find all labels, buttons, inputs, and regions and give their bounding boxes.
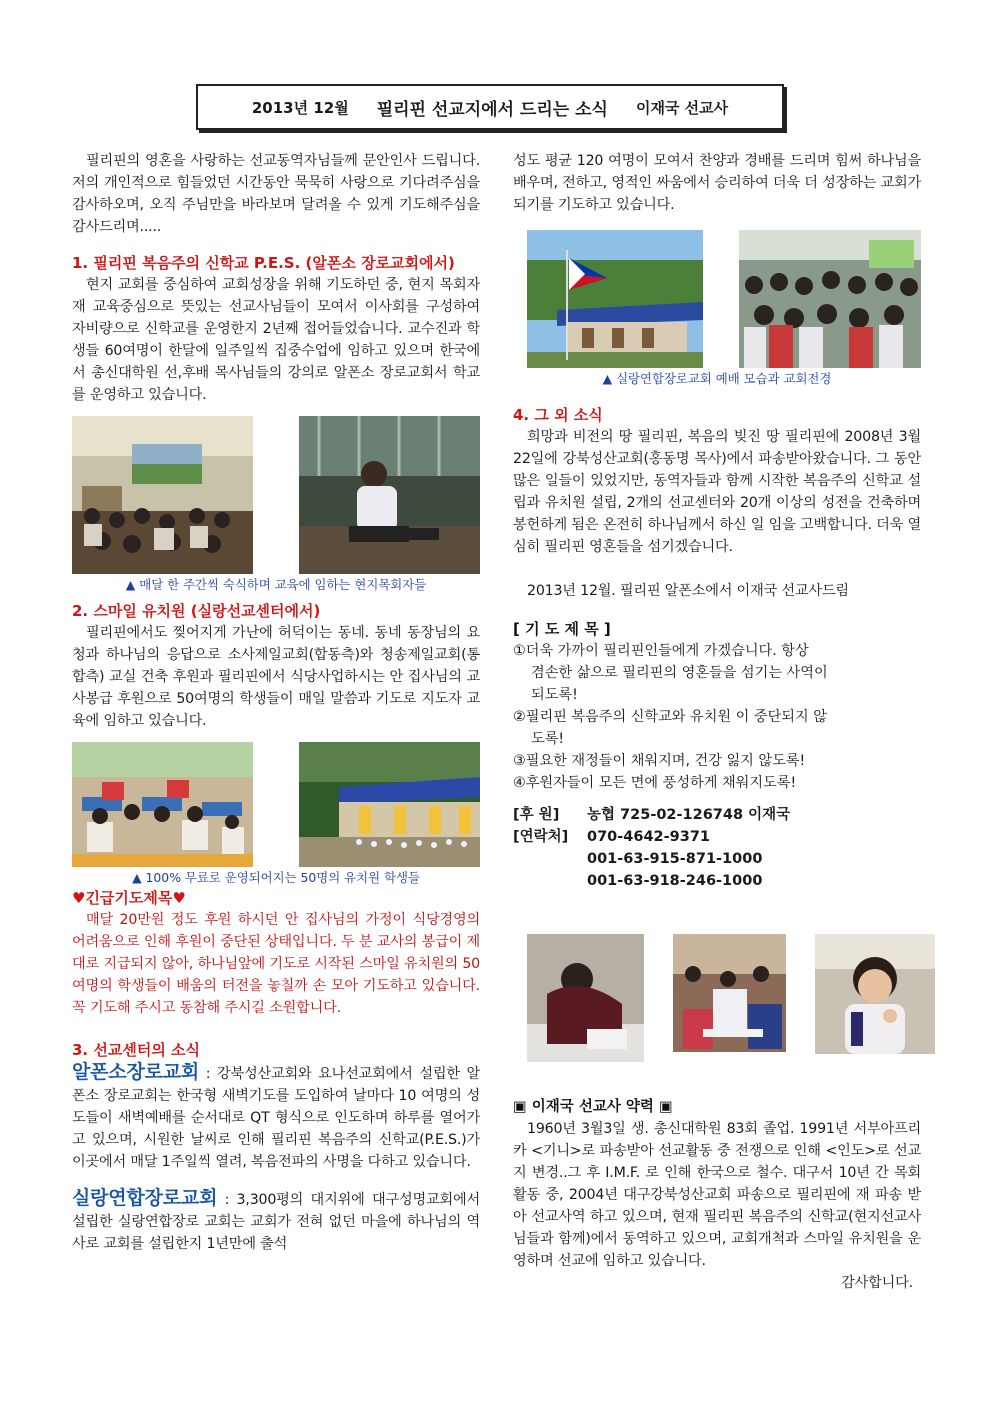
bio-title: ▣ 이재국 선교사 약력 ▣ [513,1099,673,1115]
prayer-item: ①더욱 가까이 필리핀인들에게 가겠습니다. 항상 겸손한 삶으로 필리핀의 영혼들을 섬기는 사역이 되도록! [513,643,828,703]
section1-body: 현지 교회를 중심하여 교회성장을 위해 기도하던 중, 현지 목회자 재 교육중심으로 뜻있는 선교사님들이 모여서 이사회를 구성하여 자비량으로 신학교를 운영한지 2년째 접어들었습니다. 교수진과 학생들 60여명이 한달에 일주일씩 집중수업에 임하고 있으며 한국에서 총신대학원 선,후배 목사님들의 강의로 알폰소 장로교회서 학교를 운영하고 있습니다. [72,277,480,403]
section3-title: 3. 선교센터의 소식 [72,1041,201,1059]
bottom-photos [527,934,935,1062]
prayer-item: ③필요한 재정들이 채워지며, 건강 잃지 않도록! [513,753,806,769]
church1-body: : 강북성산교회와 요나선교회에서 설립한 알폰소 장로교회는 한국형 새벽기도를 도입하여 날마다 10 여명의 성도들이 새벽예배를 순서대로 QT 형식으로 인도하며 하루를 열어가고 있으며, 시원한 날씨로 인해 필리핀 복음주의 신학교(P.E.S.)가 이곳에서 매달 1주일씩 열려, 복음전파의 사명을 다하고 있습니다. [72,1066,480,1170]
section3-caption: ▲ 실랑연합장로교회 예배 모습과 교회전경 [602,371,832,386]
child-photo [815,934,935,1054]
prayer-title: [ 기 도 제 목 ] [513,620,611,638]
church-exterior-photo [527,230,703,368]
prayer-list [513,640,921,794]
praying-man-photo [299,416,480,574]
urgent-title: ♥긴급기도제목♥ [72,889,186,907]
bio-body: 1960년 3월3일 생. 총신대학원 83회 졸업. 1991년 서부아프리카 <기니>로 파송받아 선교활동 중 전쟁으로 인해 <인도>로 선교지 변경..그 후 I.M.F. 로 인해 한국으로 철수. 대구서 10년 간 목회활동 중, 2004년 대구강북성산교회 파송으로 필리핀에 재 파송 받아 선교사역 하고 있으며, 현재 필리핀 복음주의 신학교(현지선교사님들과 함께)에서 동역하고 있으며, 교회개척과 스마일 유치원을 운영하며 선교에 임하고 있습니다. [513,1121,921,1269]
section2-photos [72,742,480,867]
church1-name: 알폰소장로교회 [72,1061,200,1083]
church2-continued: 성도 평균 120 여명이 모여서 찬양과 경배를 드리며 힘써 하나님을 배우며, 전하고, 영적인 싸움에서 승리하여 더욱 더 성장하는 교회가 되기를 기도하고 있습니다. [513,153,921,213]
intro-paragraph: 필리핀의 영혼을 사랑하는 선교동역자님들께 문안인사 드립니다. 저의 개인적으로 힘들었던 시간동안 묵묵히 사랑으로 기다려주심을 감사하오며, 오직 주님만을 바라보며 달려올 수 있게 기도해주심을 감사드리며..... [72,153,480,235]
bio-thanks: 감사합니다. [841,1275,913,1291]
urgent-body: 매달 20만원 정도 후원 하시던 안 집사님의 가정이 식당경영의 어려움으로 인해 후원이 중단된 상태입니다. 두 분 교사의 봉급이 제대로 지급되지 않아, 하나님앞에 기도로 시작된 스마일 유치원의 50 여명의 학생들이 배움의 터전을 놓칠까 손 모아 기도하고 있습니다. 꼭 기도해 주시고 동참해 주시길 소원합니다. [72,912,480,1016]
header-date: 2013년 12월 [251,98,349,117]
church2-paragraph [72,1187,480,1255]
prayer-item: ②필리핀 복음주의 신학교와 유치원 이 중단되지 않 도록! [513,709,827,747]
contact-block [513,804,921,892]
person-praying-photo [527,934,644,1062]
classroom-photo [72,416,253,574]
section1-title: 1. 필리핀 복음주의 신학교 P.E.S. (알폰소 장로교회에서) [72,254,455,272]
medical-service-photo [673,934,786,1052]
section2-title: 2. 스마일 유치원 (실랑선교센터에서) [72,602,321,620]
church1-paragraph [72,1061,480,1173]
church-worship-photo [739,230,921,368]
prayer-item: ④후원자들이 모든 면에 풍성하게 채워지도록! [513,775,797,791]
kindergarten-building-photo [299,742,480,867]
phone-2: 001-63-915-871-1000 [587,851,763,867]
right-column [513,150,921,1294]
church2-body: : 3,300평의 대지위에 대구성명교회에서 설립한 실랑연합장로 교회는 교회가 전혀 없던 마을에 하나님의 역사로 교회를 설립한지 1년만에 출석 [72,1192,480,1252]
left-column [72,150,480,1255]
section3-photos [513,230,921,368]
header-title: 필리핀 선교지에서 드리는 소식 [376,99,608,120]
header-box [196,84,784,130]
kindergarten-class-photo [72,742,253,867]
header-author: 이재국 선교사 [635,98,729,117]
section1-caption: ▲ 매달 한 주간씩 숙식하며 교육에 임하는 현지목회자들 [125,577,427,592]
section4-body: 희망과 비전의 땅 필리핀, 복음의 빚진 땅 필리핀에 2008년 3월 22일에 강북성산교회(홍동명 목사)에서 파송받아왔습니다. 그 동안 많은 일들이 있었지만, 동역자들과 함께 시작한 복음주의 신학교 설립과 유치원 설립, 2개의 선교센터와 20개 이상의 성전을 건축하며 봉헌하게 됨은 온전히 하나님께서 하신 일 임을 고백합니다. 더욱 열심히 필리핀 영혼들을 섬기겠습니다. [513,429,921,555]
phone-3: 001-63-918-246-1000 [587,873,763,889]
support-account: [후 원] 농협 725-02-126748 이재국 [513,807,791,823]
section1-photos [72,416,480,574]
phone-1: [연락처] 070-4642-9371 [513,829,711,845]
section4-title: 4. 그 외 소식 [513,406,603,424]
section2-caption: ▲ 100% 무료로 운영되어지는 50명의 유치원 학생들 [132,870,420,885]
church2-name: 실랑연합장로교회 [72,1187,218,1209]
signoff: 2013년 12월. 필리핀 알폰소에서 이재국 선교사드림 [527,583,849,599]
section2-body: 필리핀에서도 찢어지게 가난에 허덕이는 동네. 동네 동장님의 요청과 하나님의 응답으로 소사제일교회(합동측)와 청송제일교회(통합측) 교실 건축 후원과 필리핀에서 식당사업하시는 안 집사님의 교사봉급 후원으로 50여명의 학생들이 매일 말씀과 기도로 지도자 교육에 임하고 있습니다. [72,625,480,729]
